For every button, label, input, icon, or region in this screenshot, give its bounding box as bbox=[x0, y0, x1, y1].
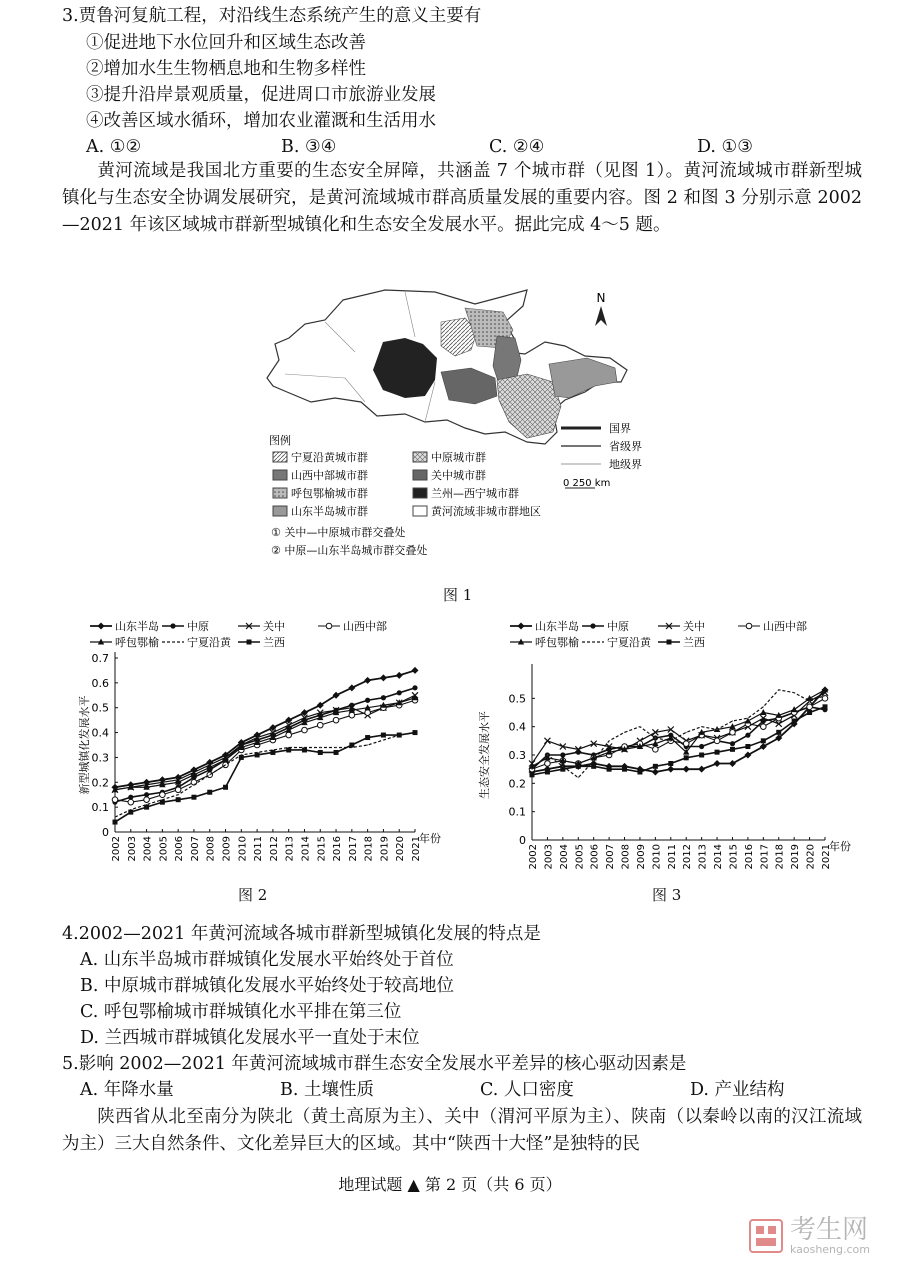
data-point bbox=[823, 704, 828, 709]
data-point bbox=[413, 730, 418, 735]
data-point bbox=[207, 790, 212, 795]
figure-2-chart bbox=[70, 614, 450, 876]
shaanxi-paragraph: 陕西省从北至南分为陕北（黄土高原为主）、关中（渭河平原为主）、陕南（以秦岭以南的汉江流域为主）三大自然条件、文化差异巨大的区域。其中“陕西十大怪”是独特的民 bbox=[62, 1107, 862, 1154]
y-axis-label: 生态安全发展水平 bbox=[478, 711, 491, 799]
page-footer: 地理试题 ▲ 第 2 页（共 6 页） bbox=[338, 1175, 562, 1194]
intro-paragraph: 黄河流域是我国北方重要的生态安全屏障，共涵盖 7 个城市群（见图 1）。黄河流域城市群新型城镇化与生态安全协调发展研究，是黄河流域城市群高质量发展的重要内容。图 2 和图 3 分别示意 2002—2021 年该区域城市群新型城镇化和生态安全发展水平。据此完成 4～5 题。 bbox=[62, 161, 862, 235]
data-point bbox=[776, 721, 782, 727]
data-point bbox=[286, 747, 291, 752]
data-point bbox=[225, 764, 226, 765]
data-point bbox=[381, 733, 386, 738]
data-point bbox=[684, 755, 689, 760]
data-point bbox=[380, 674, 387, 681]
data-point bbox=[113, 820, 118, 825]
data-point bbox=[365, 698, 370, 703]
x-tick-label: 2007 bbox=[605, 844, 617, 870]
data-point bbox=[364, 677, 371, 684]
data-point bbox=[320, 747, 321, 748]
x-tick-label: 2003 bbox=[543, 844, 555, 870]
data-point bbox=[365, 735, 370, 740]
figure-1-caption: 图 1 bbox=[443, 586, 473, 604]
x-tick-label: 2010 bbox=[237, 836, 249, 862]
data-point bbox=[624, 732, 625, 733]
x-tick-label: 2006 bbox=[174, 836, 186, 862]
data-point bbox=[175, 787, 181, 793]
legend-non-cluster: 黄河流域非城市群地区 bbox=[431, 505, 541, 518]
legend-label: 山东半岛 bbox=[115, 620, 159, 633]
map-shapes bbox=[267, 290, 627, 444]
data-point bbox=[317, 722, 323, 728]
legend-label: 山东半岛 bbox=[535, 620, 579, 633]
x-tick-label: 2009 bbox=[635, 844, 647, 870]
x-tick-label: 2020 bbox=[805, 844, 817, 870]
data-point bbox=[745, 733, 750, 738]
legend-label: 关中 bbox=[263, 620, 285, 633]
data-point bbox=[639, 726, 640, 727]
legend-label: 中原 bbox=[187, 620, 209, 633]
legend-marker bbox=[667, 640, 672, 645]
q5-option-b: B. 土壤性质 bbox=[280, 1080, 374, 1100]
legend-ningxia: 宁夏沿黄城市群 bbox=[291, 451, 368, 464]
watermark bbox=[748, 1216, 870, 1256]
legend-label: 兰西 bbox=[683, 636, 705, 649]
q4-stem: 4.2002—2021 年黄河流域各城市群新型城镇化发展的特点是 bbox=[62, 924, 541, 944]
data-point bbox=[607, 767, 612, 772]
data-point bbox=[824, 695, 825, 696]
legend-marker bbox=[170, 623, 175, 628]
figure-3-caption: 图 3 bbox=[652, 886, 682, 904]
legend-marker bbox=[172, 641, 173, 642]
watermark-name: 考生网 bbox=[789, 1215, 868, 1245]
x-tick-label: 2019 bbox=[790, 844, 802, 870]
q4-option-d: D. 兰西城市群城镇化发展水平一直处于末位 bbox=[80, 1028, 420, 1048]
data-point bbox=[349, 743, 354, 748]
data-point bbox=[655, 737, 656, 738]
legend-label: 兰西 bbox=[263, 636, 285, 649]
boundary-prefecture: 地级界 bbox=[609, 458, 642, 471]
legend-shandong: 山东半岛城市群 bbox=[291, 505, 368, 518]
data-point bbox=[807, 710, 812, 715]
data-point bbox=[178, 794, 179, 795]
data-point bbox=[699, 753, 704, 758]
data-point bbox=[176, 797, 181, 802]
data-point bbox=[763, 706, 764, 707]
series-6 bbox=[113, 730, 418, 824]
legend-marker bbox=[518, 623, 525, 630]
x-tick-label: 2015 bbox=[728, 844, 740, 870]
x-tick-label: 2005 bbox=[574, 844, 586, 870]
x-axis-label: 年份 bbox=[829, 840, 851, 853]
data-point bbox=[794, 692, 795, 693]
legend-label: 呼包鄂榆 bbox=[535, 636, 579, 649]
legend-marker bbox=[590, 623, 595, 628]
north-arrow bbox=[595, 291, 607, 326]
boundary-national: 国界 bbox=[609, 422, 631, 435]
legend-label: 关中 bbox=[683, 620, 705, 633]
x-tick-label: 2009 bbox=[221, 836, 233, 862]
legend-marker bbox=[746, 623, 752, 629]
y-tick-label: 0.1 bbox=[91, 801, 109, 815]
data-point bbox=[334, 750, 339, 755]
x-tick-label: 2017 bbox=[759, 844, 771, 870]
y-tick-label: 0 bbox=[519, 834, 526, 847]
legend-marker bbox=[326, 623, 332, 629]
data-point bbox=[699, 744, 704, 749]
data-point bbox=[701, 726, 702, 727]
kaosheng-logo-icon bbox=[748, 1218, 784, 1254]
x-tick-label: 2005 bbox=[158, 836, 170, 862]
data-point bbox=[160, 800, 165, 805]
data-point bbox=[747, 718, 748, 719]
x-tick-label: 2003 bbox=[126, 836, 138, 862]
legend-marker bbox=[98, 623, 105, 630]
data-point bbox=[792, 719, 797, 724]
q3-item-2: ②增加水生生物栖息地和生物多样性 bbox=[86, 59, 366, 79]
data-point bbox=[333, 717, 339, 723]
north-label: N bbox=[596, 291, 606, 305]
data-point bbox=[683, 766, 690, 773]
data-point bbox=[761, 738, 766, 743]
x-axis-label: 年份 bbox=[419, 832, 441, 845]
data-point bbox=[560, 752, 565, 757]
y-tick-label: 0.2 bbox=[91, 776, 109, 790]
series-line bbox=[532, 690, 825, 767]
x-tick-label: 2012 bbox=[268, 836, 280, 862]
legend-marker bbox=[247, 640, 252, 645]
data-point bbox=[547, 754, 548, 755]
data-point bbox=[128, 799, 134, 805]
q3-stem: 3.贾鲁河复航工程，对沿线生态系统产生的意义主要有 bbox=[62, 6, 482, 26]
q4-option-b: B. 中原城市群城镇化发展水平始终处于较高地位 bbox=[80, 976, 454, 996]
data-point bbox=[591, 764, 596, 769]
q5-stem: 5.影响 2002—2021 年黄河流域城市群生态安全发展水平差异的核心驱动因素是 bbox=[62, 1054, 687, 1074]
q5-option-d: D. 产业结构 bbox=[690, 1080, 785, 1100]
x-tick-label: 2017 bbox=[347, 836, 359, 862]
data-point bbox=[609, 740, 610, 741]
legend-label: 宁夏沿黄 bbox=[187, 636, 231, 649]
data-point bbox=[412, 685, 417, 690]
y-tick-label: 0.1 bbox=[508, 805, 526, 819]
legend-label: 山西中部 bbox=[763, 620, 807, 633]
data-point bbox=[412, 667, 419, 674]
data-point bbox=[622, 767, 627, 772]
data-point bbox=[714, 760, 721, 767]
q5-option-a: A. 年降水量 bbox=[80, 1080, 174, 1100]
x-tick-label: 2012 bbox=[682, 844, 694, 870]
data-point bbox=[714, 738, 720, 744]
data-point bbox=[144, 797, 150, 803]
q3-option-a: A. ①② bbox=[86, 137, 142, 157]
boundary-legend bbox=[561, 422, 642, 489]
x-tick-label: 2018 bbox=[363, 836, 375, 862]
series-2 bbox=[529, 690, 828, 767]
legend-label: 中原 bbox=[607, 620, 629, 633]
data-point bbox=[822, 696, 828, 702]
data-point bbox=[667, 766, 674, 773]
data-point bbox=[396, 672, 403, 679]
x-tick-label: 2021 bbox=[821, 844, 832, 870]
data-point bbox=[760, 709, 766, 715]
data-point bbox=[144, 805, 149, 810]
x-tick-label: 2020 bbox=[395, 836, 407, 862]
series-line bbox=[115, 670, 415, 787]
y-tick-label: 0.6 bbox=[91, 676, 109, 690]
data-point bbox=[683, 741, 689, 747]
x-tick-label: 2018 bbox=[774, 844, 786, 870]
data-point bbox=[544, 738, 550, 744]
data-point bbox=[193, 784, 194, 785]
y-tick-label: 0.4 bbox=[91, 726, 109, 740]
data-point bbox=[114, 816, 115, 817]
data-point bbox=[545, 770, 550, 775]
data-point bbox=[302, 727, 308, 733]
data-point bbox=[335, 747, 336, 748]
x-tick-label: 2014 bbox=[300, 836, 312, 862]
data-point bbox=[302, 747, 307, 752]
data-point bbox=[128, 810, 133, 815]
data-point bbox=[239, 755, 244, 760]
x-tick-label: 2008 bbox=[620, 844, 632, 870]
data-point bbox=[652, 769, 659, 776]
legend-label: 呼包鄂榆 bbox=[115, 636, 159, 649]
data-point bbox=[791, 706, 797, 712]
series-4 bbox=[112, 694, 418, 792]
series-0 bbox=[112, 667, 419, 791]
y-axis-label: 新型城镇化发展水平 bbox=[78, 695, 91, 795]
x-tick-label: 2002 bbox=[111, 836, 122, 862]
data-point bbox=[270, 750, 275, 755]
x-tick-label: 2002 bbox=[528, 844, 539, 870]
boundary-provincial: 省级界 bbox=[609, 440, 642, 453]
series-1 bbox=[112, 685, 417, 805]
data-point bbox=[807, 704, 813, 710]
legend-marker bbox=[592, 641, 593, 642]
watermark-url: kaosheng.com bbox=[789, 1243, 870, 1256]
y-tick-label: 0.2 bbox=[508, 777, 526, 791]
q4-option-c: C. 呼包鄂榆城市群城镇化水平排在第三位 bbox=[80, 1002, 402, 1022]
data-point bbox=[593, 760, 594, 761]
data-point bbox=[715, 750, 720, 755]
series-4 bbox=[529, 686, 828, 769]
data-point bbox=[560, 767, 565, 772]
map-note-2: ② 中原—山东半岛城市群交叠处 bbox=[271, 544, 428, 557]
legend-title: 图例 bbox=[269, 434, 291, 447]
data-point bbox=[730, 747, 735, 752]
y-tick-label: 0 bbox=[102, 826, 109, 839]
legend-zhongyuan: 中原城市群 bbox=[431, 451, 486, 464]
x-tick-label: 2019 bbox=[379, 836, 391, 862]
q5-option-c: C. 人口密度 bbox=[480, 1080, 574, 1100]
data-point bbox=[160, 792, 166, 798]
q3-item-1: ①促进地下水位回升和区域生态改善 bbox=[86, 33, 366, 53]
data-point bbox=[686, 732, 687, 733]
data-point bbox=[576, 764, 581, 769]
data-point bbox=[531, 769, 532, 770]
city-cluster-legend bbox=[273, 450, 541, 518]
q3-item-4: ④改善区域水循环，增加农业灌溉和生活用水 bbox=[86, 111, 436, 131]
data-point bbox=[530, 772, 535, 777]
x-tick-label: 2016 bbox=[332, 836, 344, 862]
x-tick-label: 2011 bbox=[666, 844, 678, 870]
data-point bbox=[698, 766, 705, 773]
x-tick-label: 2014 bbox=[713, 844, 725, 870]
q3-option-d: D. ①③ bbox=[697, 137, 753, 157]
data-point bbox=[730, 730, 736, 736]
figure-1-map bbox=[265, 282, 645, 582]
y-tick-label: 0.5 bbox=[91, 701, 109, 715]
data-point bbox=[653, 747, 659, 753]
series-line bbox=[115, 733, 415, 822]
q4-option-a: A. 山东半岛城市群城镇化发展水平始终处于首位 bbox=[80, 950, 454, 970]
x-tick-label: 2004 bbox=[558, 844, 570, 870]
data-point bbox=[397, 690, 402, 695]
x-tick-label: 2004 bbox=[142, 836, 154, 862]
data-point bbox=[349, 712, 355, 718]
data-point bbox=[761, 724, 767, 730]
data-point bbox=[745, 744, 750, 749]
x-tick-label: 2013 bbox=[284, 836, 296, 862]
legend-label: 山西中部 bbox=[343, 620, 387, 633]
data-point bbox=[716, 729, 717, 730]
data-point bbox=[668, 761, 673, 766]
data-point bbox=[383, 739, 384, 740]
y-tick-label: 0.7 bbox=[91, 652, 109, 665]
legend-shanxi: 山西中部城市群 bbox=[291, 469, 368, 482]
data-point bbox=[286, 732, 292, 738]
x-tick-label: 2013 bbox=[697, 844, 709, 870]
data-point bbox=[545, 761, 551, 767]
map-note-1: ① 关中—中原城市群交叠处 bbox=[271, 526, 406, 539]
data-point bbox=[732, 720, 733, 721]
x-tick-label: 2006 bbox=[589, 844, 601, 870]
figure-2-caption: 图 2 bbox=[238, 886, 268, 904]
x-tick-label: 2011 bbox=[253, 836, 265, 862]
y-tick-label: 0.3 bbox=[91, 751, 109, 765]
x-tick-label: 2010 bbox=[651, 844, 663, 870]
data-point bbox=[367, 744, 368, 745]
figure-3-chart bbox=[470, 614, 870, 876]
y-tick-label: 0.4 bbox=[508, 720, 526, 734]
y-tick-label: 0.5 bbox=[508, 692, 526, 706]
y-tick-label: 0.3 bbox=[508, 749, 526, 762]
legend-label: 宁夏沿黄 bbox=[607, 636, 651, 649]
data-point bbox=[744, 752, 751, 759]
data-point bbox=[191, 795, 196, 800]
data-point bbox=[637, 770, 642, 775]
q3-item-3: ③提升沿岸景观质量，促进周口市旅游业发展 bbox=[86, 85, 436, 105]
series-5 bbox=[114, 732, 415, 818]
map-scale: 0 250 km bbox=[563, 478, 611, 489]
data-point bbox=[778, 689, 779, 690]
x-tick-label: 2008 bbox=[205, 836, 217, 862]
data-point bbox=[760, 743, 767, 750]
data-point bbox=[730, 741, 735, 746]
data-point bbox=[397, 733, 402, 738]
data-point bbox=[223, 785, 228, 790]
q3-option-c: C. ②④ bbox=[489, 137, 545, 157]
data-point bbox=[578, 777, 579, 778]
x-tick-label: 2007 bbox=[189, 836, 201, 862]
data-point bbox=[112, 797, 118, 803]
legend-hubaoeyu: 呼包鄂榆城市群 bbox=[291, 487, 368, 500]
data-point bbox=[729, 760, 736, 767]
data-point bbox=[318, 750, 323, 755]
q3-option-b: B. ③④ bbox=[281, 137, 337, 157]
data-point bbox=[348, 684, 355, 691]
x-tick-label: 2016 bbox=[743, 844, 755, 870]
data-point bbox=[365, 710, 371, 716]
x-tick-label: 2021 bbox=[411, 836, 422, 862]
legend-lanxi: 兰州—西宁城市群 bbox=[431, 487, 519, 500]
data-point bbox=[670, 740, 671, 741]
data-point bbox=[381, 695, 386, 700]
x-tick-label: 2015 bbox=[316, 836, 328, 862]
data-point bbox=[209, 774, 210, 775]
data-point bbox=[809, 701, 810, 702]
legend-guanzhong: 关中城市群 bbox=[431, 469, 486, 482]
data-point bbox=[776, 730, 781, 735]
data-point bbox=[255, 752, 260, 757]
data-point bbox=[653, 764, 658, 769]
